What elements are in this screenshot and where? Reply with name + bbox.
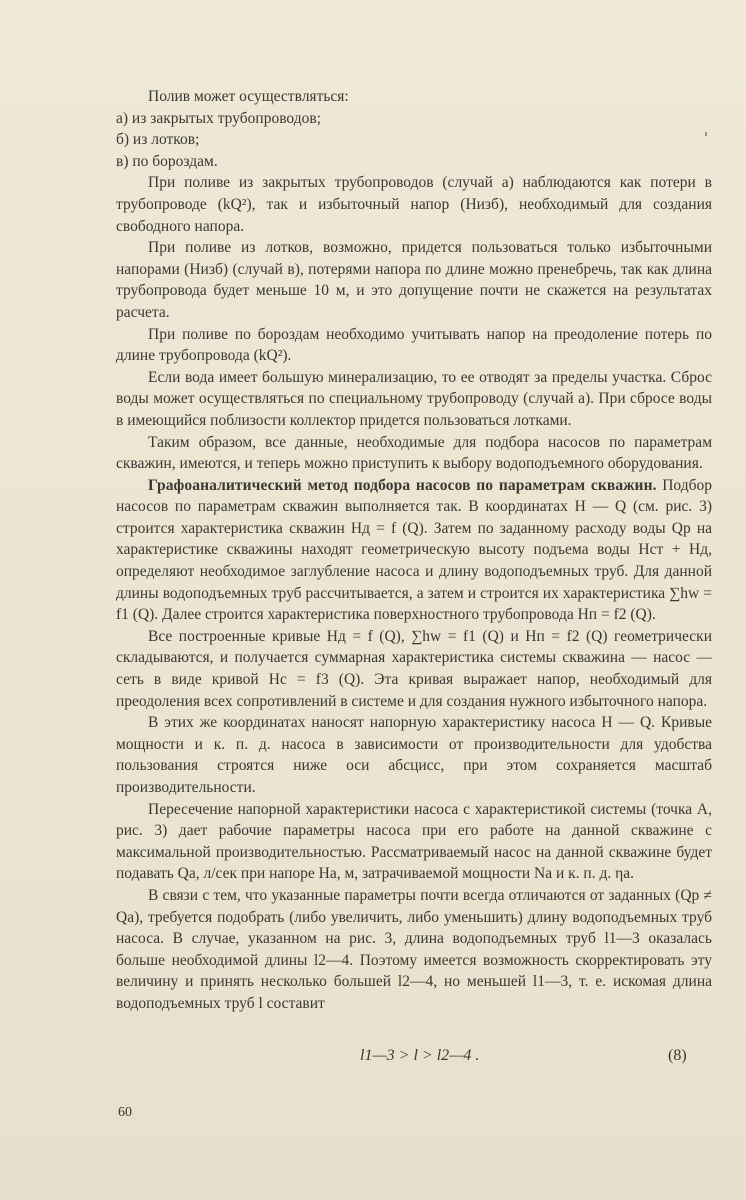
body-text — [116, 86, 712, 1015]
section-paragraph-3: В этих же координатах наносят напорную характеристику насоса H — Q. Кривые мощности и к. п. д. насоса в зависимости от производительности для удобства пользования строятся ниже оси абсцисс, при этом сохраняется масштаб производительности. — [116, 714, 712, 796]
equation-number: (8) — [668, 1047, 687, 1064]
paragraph-summary: Таким образом, все данные, необходимые для подбора насосов по параметрам скважин, имеются, и теперь можно приступить к выбору водоподъемного оборудования. — [116, 433, 712, 473]
paragraph-mineralization: Если вода имеет большую минерализацию, то ее отводят за пределы участка. Сброс воды может осуществляться по специальному трубопроводу (случай а). При сбросе воды в имеющийся поблизости коллектор придется пользоваться лотками. — [116, 368, 712, 429]
paragraph-troughs: При поливе из лотков, возможно, придется пользоваться только избыточными напорами (Hизб) (случай в), потерями напора по длине можно пренебречь, так как длина трубопровода будет меньше 10 м, и это допущение почти не скажется на результатах расчета. — [116, 239, 712, 321]
list-item-c: в) по бороздам. — [116, 152, 218, 170]
section-paragraph-1-text: Подбор насосов по параметрам скважин выполняется так. В координатах H — Q (см. рис. 3) строится характеристика скважин Hд = f (Q). Затем по заданному расходу воды Qр на характеристике скважины находят геометрическую высоту подъема воды Hст + Hд, определяют необходимое заглубление насоса и длину водоподъемных труб. Для данной длины водоподъемных труб рассчитывается, а затем и строится их характеристика ∑hw = f1 (Q). Далее строится характеристика поверхностного трубопровода Hп = f2 (Q). — [116, 476, 713, 624]
formula-8: l1—3 > l > l2—4 . — [360, 1047, 480, 1064]
paragraph-closed-pipes: При поливе из закрытых трубопроводов (случай а) наблюдаются как потери в трубопроводе (kQ²), так и избыточный напор (Hизб), необходимый для создания свободного напора. — [116, 174, 712, 235]
list-item-b: б) из лотков; — [116, 131, 200, 149]
paragraph-furrows: При поливе по бороздам необходимо учитывать напор на преодоление потерь по длине трубопровода (kQ²). — [116, 325, 712, 365]
section-heading: Графоаналитический метод подбора насосов по параметрам скважин. — [148, 476, 657, 494]
list-item-a: а) из закрытых трубопроводов; — [116, 109, 321, 127]
section-paragraph-5: В связи с тем, что указанные параметры почти всегда отличаются от заданных (Qр ≠ Qa), требуется подобрать (либо увеличить, либо уменьшить) длину водоподъемных труб насоса. В случае, указанном на рис. 3, длина водоподъемных труб l1—3 оказалась больше необходимой длины l2—4. Поэтому имеется возможность скорректировать эту величину и принять несколько большей l2—4, но меньшей l1—3, т. е. искомая длина водоподъемных труб l составит — [116, 886, 712, 1012]
page-number: 60 — [118, 1105, 132, 1120]
intro-line: Полив может осуществляться: — [148, 88, 349, 105]
section-paragraph-4: Пересечение напорной характеристики насоса с характеристикой системы (точка A, рис. 3) дает рабочие параметры насоса при его работе на данной скважине с максимальной производительностью. Рассматриваемый насос на данной скважине будет подавать Qa, л/сек при напоре Ha, м, затрачиваемой мощности Na и к. п. д. ηa. — [116, 800, 712, 883]
section-paragraph-1 — [116, 475, 712, 626]
section-paragraph-2: Все построенные кривые Hд = f (Q), ∑hw = f1 (Q) и Hп = f2 (Q) геометрически складываются, и получается суммарная характеристика системы скважина — насос — сеть в виде кривой Hс = f3 (Q). Эта кривая выражает напор, необходимый для преодоления всех сопротивлений в системе и для создания нужного избыточного напора. — [116, 627, 712, 710]
